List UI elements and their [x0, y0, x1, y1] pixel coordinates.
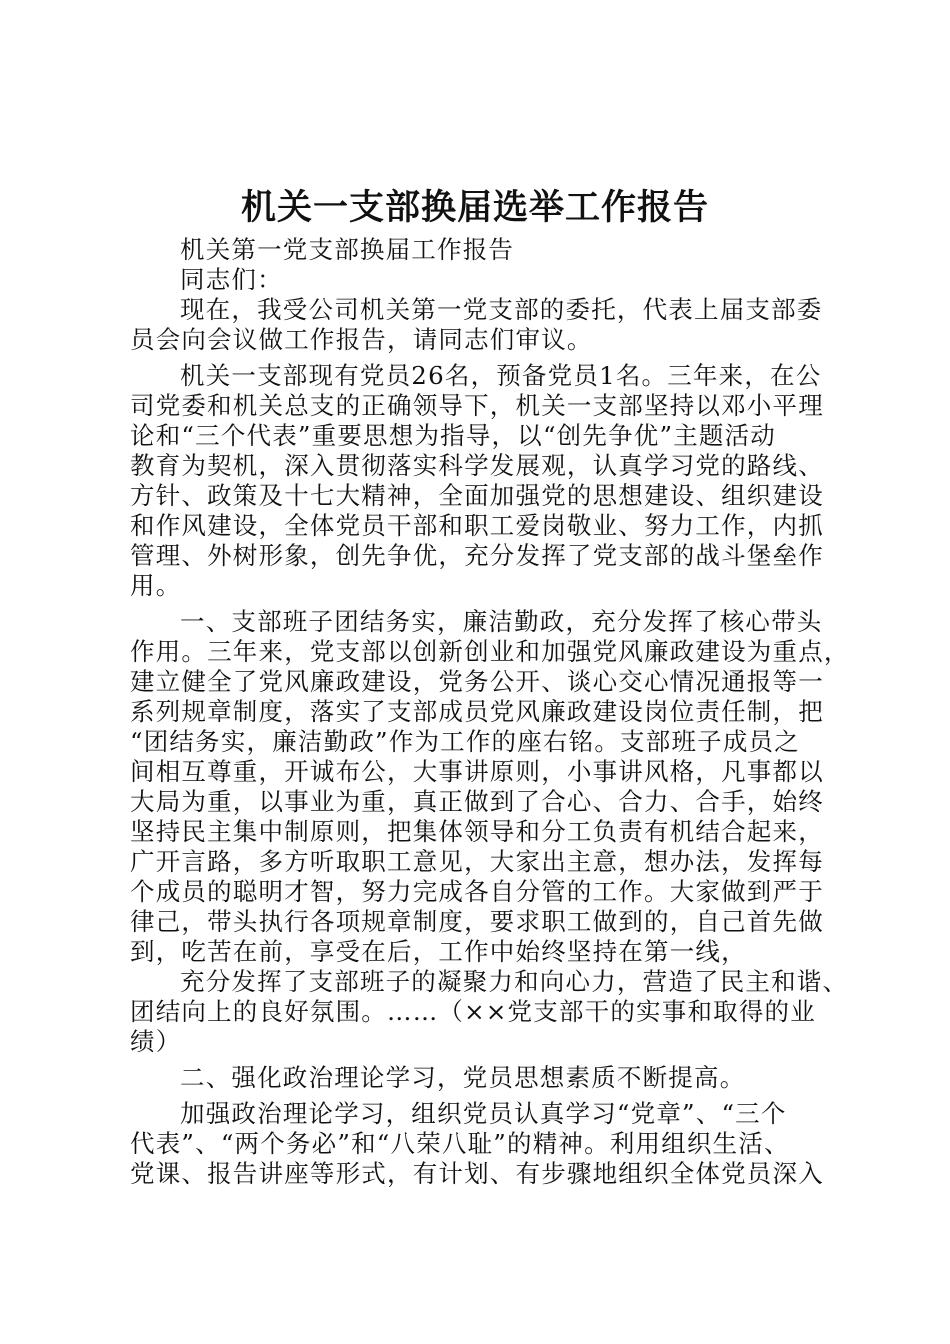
paragraph-line: 团结向上的良好氛围。……（××党支部干的实事和取得的业 [130, 997, 816, 1026]
paragraph-line: 机关一支部现有党员26名，预备党员1名。三年来，在公 [180, 361, 822, 390]
paragraph-line: 管理、外树形象，创先争优，充分发挥了党支部的战斗堡垒作 [130, 541, 824, 570]
section-heading-line: 一、支部班子团结务实，廉洁勤政，充分发挥了核心带头 [180, 607, 823, 636]
paragraph-line: 律己，带头执行各项规章制度，要求职工做到的，自己首先做 [130, 907, 824, 936]
salutation-line: 同志们： [180, 265, 283, 294]
paragraph-line: 加强政治理论学习，组织党员认真学习“党章”、“三个 [180, 1099, 787, 1128]
paragraph-line: 司党委和机关总支的正确领导下，机关一支部坚持以邓小平理 [130, 391, 824, 420]
paragraph-line: 现在，我受公司机关第一党支部的委托，代表上届支部委 [180, 295, 823, 324]
subtitle-line: 机关第一党支部换届工作报告 [180, 235, 515, 264]
section-heading-line: 二、强化政治理论学习，党员思想素质不断提高。 [180, 1063, 746, 1092]
paragraph-line: 间相互尊重，开诚布公，大事讲原则，小事讲风格，凡事都以 [130, 757, 824, 786]
paragraph-line: 绩） [130, 1027, 182, 1056]
paragraph-line: 作用。三年来，党支部以创新创业和加强党风廉政建设为重点， [130, 637, 850, 666]
paragraph-line: 用。 [130, 571, 182, 600]
paragraph-line: 到，吃苦在前，享受在后，工作中始终坚持在第一线， [130, 937, 747, 966]
paragraph-line: 大局为重，以事业为重，真正做到了合心、合力、合手，始终 [130, 787, 824, 816]
paragraph-line: 个成员的聪明才智，努力完成各自分管的工作。大家做到严于 [130, 877, 824, 906]
paragraph-line: 员会向会议做工作报告，请同志们审议。 [130, 325, 593, 354]
paragraph-line: 建立健全了党风廉政建设，党务公开、谈心交心情况通报等一 [130, 667, 824, 696]
paragraph-line: 党课、报告讲座等形式，有计划、有步骤地组织全体党员深入 [130, 1159, 824, 1188]
document-body [130, 235, 850, 1189]
document-title: 机关一支部换届选举工作报告 [240, 187, 709, 228]
paragraph-line: “团结务实，廉洁勤政”作为工作的座右铭。支部班子成员之 [130, 727, 800, 756]
paragraph-line: 教育为契机，深入贯彻落实科学发展观，认真学习党的路线、 [130, 451, 824, 480]
paragraph-line: 论和“三个代表”重要思想为指导，以“创先争优”主题活动 [130, 421, 776, 450]
paragraph-line: 充分发挥了支部班子的凝聚力和向心力，营造了民主和谐、 [180, 967, 849, 996]
paragraph-line: 系列规章制度，落实了支部成员党风廉政建设岗位责任制，把 [130, 697, 824, 726]
paragraph-line: 代表”、“两个务必”和“八荣八耻”的精神。利用组织生活、 [130, 1129, 790, 1158]
paragraph-line: 广开言路，多方听取职工意见，大家出主意，想办法，发挥每 [130, 847, 824, 876]
paragraph-line: 方针、政策及十七大精神，全面加强党的思想建设、组织建设 [130, 481, 824, 510]
paragraph-line: 坚持民主集中制原则，把集体领导和分工负责有机结合起来， [130, 817, 824, 846]
paragraph-line: 和作风建设，全体党员干部和职工爱岗敬业、努力工作，内抓 [130, 511, 824, 540]
